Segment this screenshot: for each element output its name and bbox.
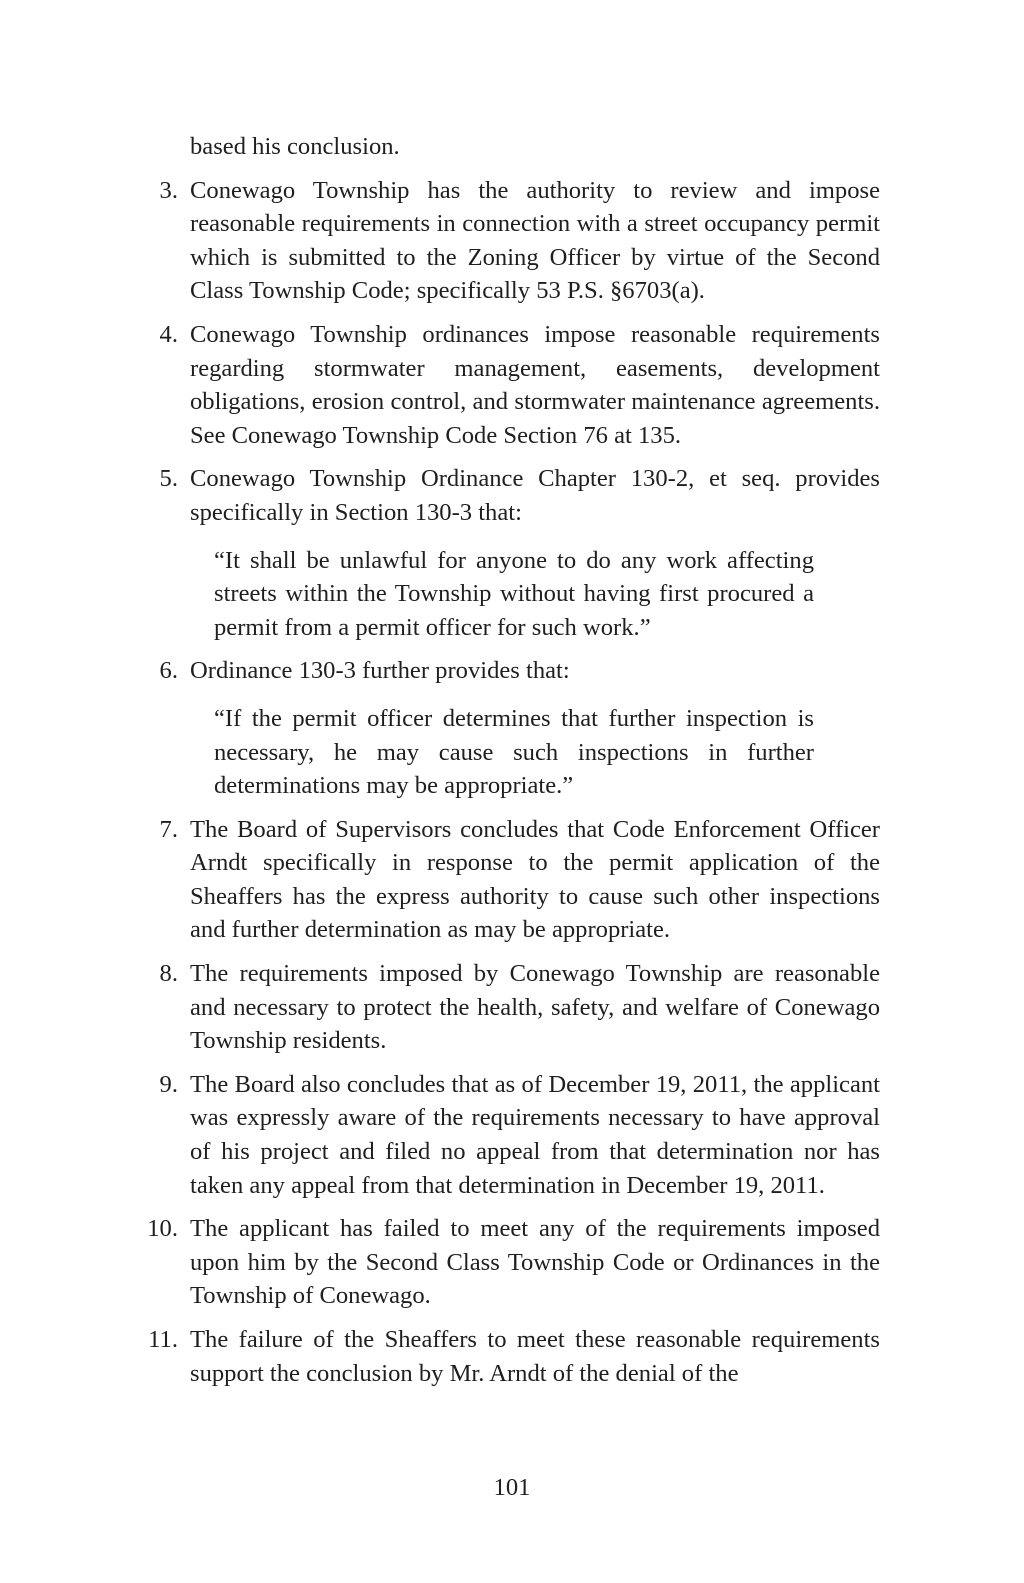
item-number: 3.: [159, 176, 178, 204]
item-text: Conewago Township Ordinance Chapter 130-2, et seq. provides specifically in Section 130-3 that:: [190, 465, 880, 526]
item-number: 6.: [159, 657, 178, 685]
item-text: The Board of Supervisors concludes that Code Enforcement Officer Arndt specifically in response to the permit application of the Sheaffers has the express authority to cause such other inspections and further determination as may be appropriate.: [190, 815, 880, 944]
item-text: Ordinance 130-3 further provides that:: [190, 657, 570, 685]
list-item-8: [140, 957, 880, 1058]
list-item-10: [140, 1212, 880, 1313]
item-number: 5.: [159, 465, 178, 493]
item-number: 4.: [159, 320, 178, 348]
item-text: Conewago Township has the authority to review and impose reasonable requirements in connection with a street occupancy permit which is submitted to the Zoning Officer by virtue of the Second Class Township Code; specifically 53 P.S. §6703(a).: [190, 176, 880, 305]
item-text: Conewago Township ordinances impose reasonable requirements regarding stormwater management, easements, development obligations, erosion control, and stormwater maintenance agreements. See Conewago Township Code Section 76 at 135.: [190, 320, 880, 449]
list-item-5: [140, 462, 880, 644]
item-text: The requirements imposed by Conewago Township are reasonable and necessary to protect the health, safety, and welfare of Conewago Township residents.: [190, 960, 880, 1055]
item-number: 10.: [147, 1215, 178, 1243]
list-item-9: [140, 1068, 880, 1202]
continuation-paragraph: based his conclusion.: [190, 133, 400, 160]
block-quote: “If the permit officer determines that further inspection is necessary, he may cause such inspections in further determinations may be appropriate.”: [214, 704, 814, 800]
item-number: 8.: [159, 960, 178, 988]
list-item-6: [140, 654, 880, 802]
item-number: 7.: [159, 815, 178, 843]
document-body: [140, 130, 880, 1400]
item-number: 9.: [159, 1070, 178, 1098]
page-number: 101: [493, 1474, 531, 1501]
item-text: The applicant has failed to meet any of the requirements imposed upon him by the Second Class Township Code or Ordinances in the Township of Conewago.: [190, 1215, 880, 1310]
list-item-3: [140, 174, 880, 308]
list-item-4: [140, 318, 880, 452]
item-text: The Board also concludes that as of December 19, 2011, the applicant was expressly aware of the requirements necessary to have approval of his project and filed no appeal from that determination nor has taken any appeal from that determination in December 19, 2011.: [190, 1070, 880, 1199]
item-number: 11.: [148, 1326, 178, 1353]
block-quote: “It shall be unlawful for anyone to do any work affecting streets within the Township without having first procured a permit from a permit officer for such work.”: [214, 546, 814, 641]
list-item-7: [140, 813, 880, 947]
item-text: The failure of the Sheaffers to meet these reasonable requirements support the conclusion by Mr. Arndt of the denial of the: [190, 1326, 880, 1387]
list-item-11: [140, 1323, 880, 1390]
